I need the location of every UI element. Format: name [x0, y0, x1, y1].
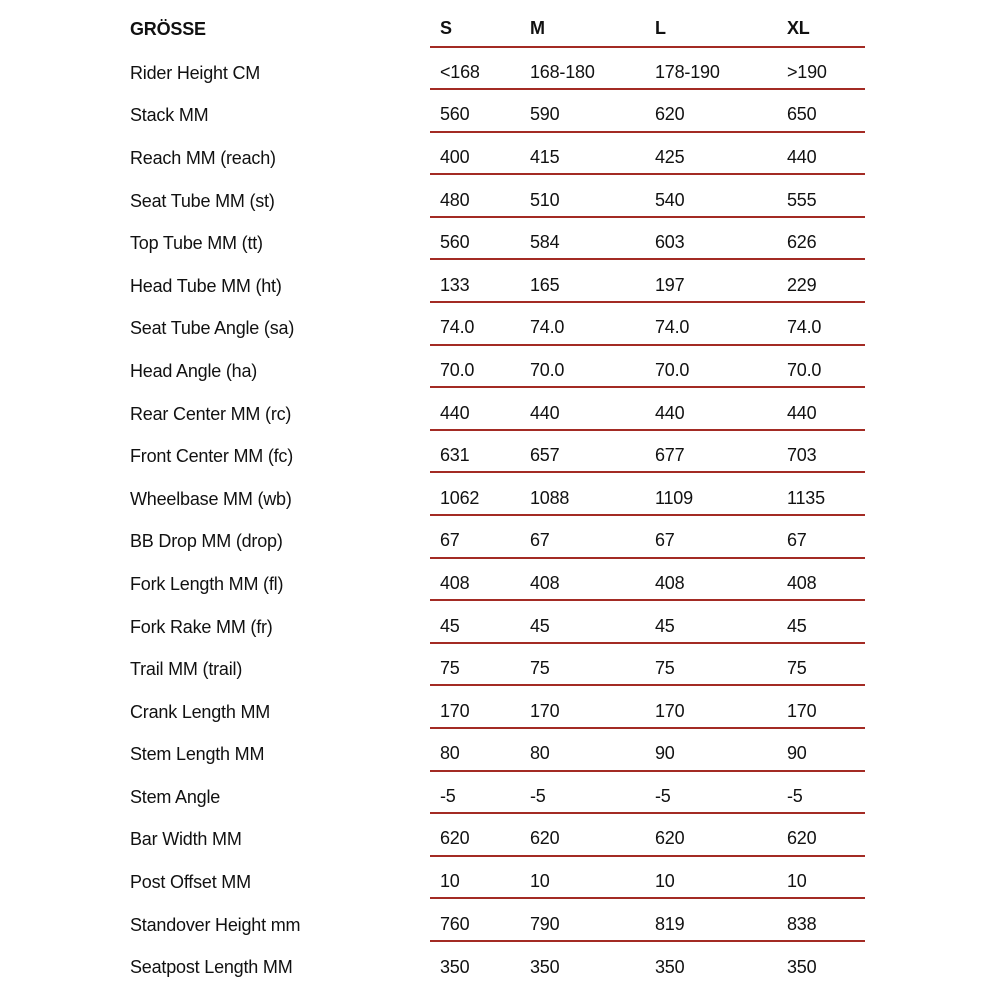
value-cell: 75 [530, 658, 550, 679]
value-cell: 74.0 [440, 317, 475, 338]
value-cell: 480 [440, 189, 470, 210]
value-cell: 1135 [787, 487, 825, 508]
value-cell: 440 [787, 146, 817, 167]
table-row [0, 857, 1000, 900]
row-values [430, 388, 865, 431]
row-label: Rear Center MM (rc) [130, 403, 292, 424]
table-row [0, 644, 1000, 687]
value-cell: 626 [787, 232, 817, 253]
value-cell: 584 [530, 232, 560, 253]
value-cell: 10 [655, 871, 675, 892]
row-label: Seat Tube Angle (sa) [130, 318, 295, 339]
value-cell: 74.0 [787, 317, 822, 338]
row-label: Standover Height mm [130, 914, 301, 935]
value-cell: 631 [440, 445, 470, 466]
row-values [430, 729, 865, 772]
value-cell: >190 [787, 61, 827, 82]
row-values [430, 175, 865, 218]
table-row [0, 260, 1000, 303]
value-cell: 80 [440, 743, 460, 764]
value-cell: 133 [440, 274, 470, 295]
value-cell: 440 [440, 402, 470, 423]
value-cell: 350 [655, 957, 685, 978]
size-column-header: M [530, 18, 545, 39]
table-row [0, 899, 1000, 942]
value-cell: 590 [530, 104, 560, 125]
row-values [430, 559, 865, 602]
value-cell: 74.0 [655, 317, 690, 338]
value-cell: 440 [787, 402, 817, 423]
row-label: Seat Tube MM (st) [130, 190, 275, 211]
value-cell: 510 [530, 189, 560, 210]
value-cell: 90 [787, 743, 807, 764]
row-values [430, 899, 865, 942]
value-cell: 75 [655, 658, 675, 679]
value-cell: 819 [655, 913, 685, 934]
value-cell: 70.0 [787, 359, 822, 380]
row-values [430, 260, 865, 303]
value-cell: 650 [787, 104, 817, 125]
size-column-header: L [655, 18, 666, 39]
value-cell: 620 [440, 828, 470, 849]
row-label: Crank Length MM [130, 701, 271, 722]
value-cell: 838 [787, 913, 817, 934]
row-values [430, 772, 865, 815]
table-row [0, 431, 1000, 474]
value-cell: 197 [655, 274, 685, 295]
row-label: Head Angle (ha) [130, 360, 258, 381]
value-cell: 170 [440, 700, 470, 721]
value-cell: 620 [655, 828, 685, 849]
row-label: Post Offset MM [130, 872, 251, 893]
value-cell: 440 [655, 402, 685, 423]
value-cell: 178-190 [655, 61, 720, 82]
row-values [430, 857, 865, 900]
row-label: Front Center MM (fc) [130, 446, 294, 467]
table-row [0, 175, 1000, 218]
row-values [430, 473, 865, 516]
value-cell: 760 [440, 913, 470, 934]
value-cell: 170 [530, 700, 560, 721]
row-values [430, 686, 865, 729]
row-values [430, 814, 865, 857]
row-values [430, 303, 865, 346]
value-cell: 70.0 [440, 359, 475, 380]
value-cell: 165 [530, 274, 560, 295]
value-cell: -5 [530, 785, 546, 806]
value-cell: 75 [787, 658, 807, 679]
size-column-header: XL [787, 18, 810, 39]
value-cell: 703 [787, 445, 817, 466]
value-cell: 45 [787, 615, 807, 636]
table-row [0, 686, 1000, 729]
table-row [0, 942, 1000, 985]
row-label: Top Tube MM (tt) [130, 233, 263, 254]
table-row [0, 133, 1000, 176]
value-cell: 555 [787, 189, 817, 210]
row-label: Fork Length MM (fl) [130, 573, 284, 594]
row-label: Reach MM (reach) [130, 147, 276, 168]
value-cell: 170 [655, 700, 685, 721]
value-cell: 408 [787, 572, 817, 593]
value-cell: 408 [655, 572, 685, 593]
value-cell: 408 [530, 572, 560, 593]
value-cell: 45 [655, 615, 675, 636]
row-label: Trail MM (trail) [130, 659, 243, 680]
row-values [430, 644, 865, 687]
row-label: BB Drop MM (drop) [130, 531, 283, 552]
row-values [430, 942, 865, 985]
value-cell: 677 [655, 445, 685, 466]
value-cell: 620 [787, 828, 817, 849]
table-row [0, 218, 1000, 261]
row-label: Stack MM [130, 105, 209, 126]
value-cell: 80 [530, 743, 550, 764]
row-label: Seatpost Length MM [130, 957, 293, 978]
row-values [430, 48, 865, 91]
table-row [0, 516, 1000, 559]
table-rows [0, 48, 1000, 985]
value-cell: 1109 [655, 487, 693, 508]
value-cell: 1062 [440, 487, 480, 508]
value-cell: 90 [655, 743, 675, 764]
value-cell: 415 [530, 146, 560, 167]
value-cell: 560 [440, 232, 470, 253]
value-cell: -5 [787, 785, 803, 806]
row-values [430, 346, 865, 389]
value-cell: 440 [530, 402, 560, 423]
value-cell: 67 [787, 530, 807, 551]
row-values [430, 133, 865, 176]
value-cell: 70.0 [655, 359, 690, 380]
row-label: Stem Angle [130, 786, 221, 807]
table-row [0, 559, 1000, 602]
value-cell: 67 [440, 530, 460, 551]
table-row [0, 90, 1000, 133]
row-values [430, 431, 865, 474]
table-row [0, 473, 1000, 516]
value-cell: 10 [440, 871, 460, 892]
table-row [0, 729, 1000, 772]
value-cell: 10 [530, 871, 550, 892]
value-cell: 620 [655, 104, 685, 125]
table-row [0, 388, 1000, 431]
value-cell: 408 [440, 572, 470, 593]
value-cell: 620 [530, 828, 560, 849]
value-cell: 10 [787, 871, 807, 892]
value-cell: 67 [655, 530, 675, 551]
value-cell: 229 [787, 274, 817, 295]
table-row [0, 48, 1000, 91]
value-cell: -5 [440, 785, 456, 806]
row-values [430, 601, 865, 644]
value-cell: 170 [787, 700, 817, 721]
table-header-row [0, 0, 1000, 48]
row-label: Bar Width MM [130, 829, 242, 850]
value-cell: 350 [440, 957, 470, 978]
table-header-values [430, 0, 865, 48]
value-cell: -5 [655, 785, 671, 806]
table-row [0, 601, 1000, 644]
value-cell: 790 [530, 913, 560, 934]
value-cell: 400 [440, 146, 470, 167]
value-cell: <168 [440, 61, 480, 82]
size-column-header: S [440, 18, 452, 39]
row-values [430, 516, 865, 559]
row-values [430, 90, 865, 133]
value-cell: 425 [655, 146, 685, 167]
table-row [0, 303, 1000, 346]
value-cell: 540 [655, 189, 685, 210]
value-cell: 67 [530, 530, 550, 551]
value-cell: 603 [655, 232, 685, 253]
value-cell: 350 [530, 957, 560, 978]
table-header-size-label: GRÖSSE [130, 19, 206, 40]
value-cell: 1088 [530, 487, 570, 508]
value-cell: 74.0 [530, 317, 565, 338]
row-label: Fork Rake MM (fr) [130, 616, 273, 637]
table-row [0, 346, 1000, 389]
table-row [0, 772, 1000, 815]
row-label: Stem Length MM [130, 744, 265, 765]
value-cell: 45 [530, 615, 550, 636]
value-cell: 657 [530, 445, 560, 466]
value-cell: 45 [440, 615, 460, 636]
row-label: Rider Height CM [130, 62, 261, 83]
value-cell: 168-180 [530, 61, 595, 82]
value-cell: 75 [440, 658, 460, 679]
value-cell: 70.0 [530, 359, 565, 380]
row-label: Head Tube MM (ht) [130, 275, 282, 296]
row-label: Wheelbase MM (wb) [130, 488, 292, 509]
value-cell: 350 [787, 957, 817, 978]
value-cell: 560 [440, 104, 470, 125]
table-row [0, 814, 1000, 857]
row-values [430, 218, 865, 261]
